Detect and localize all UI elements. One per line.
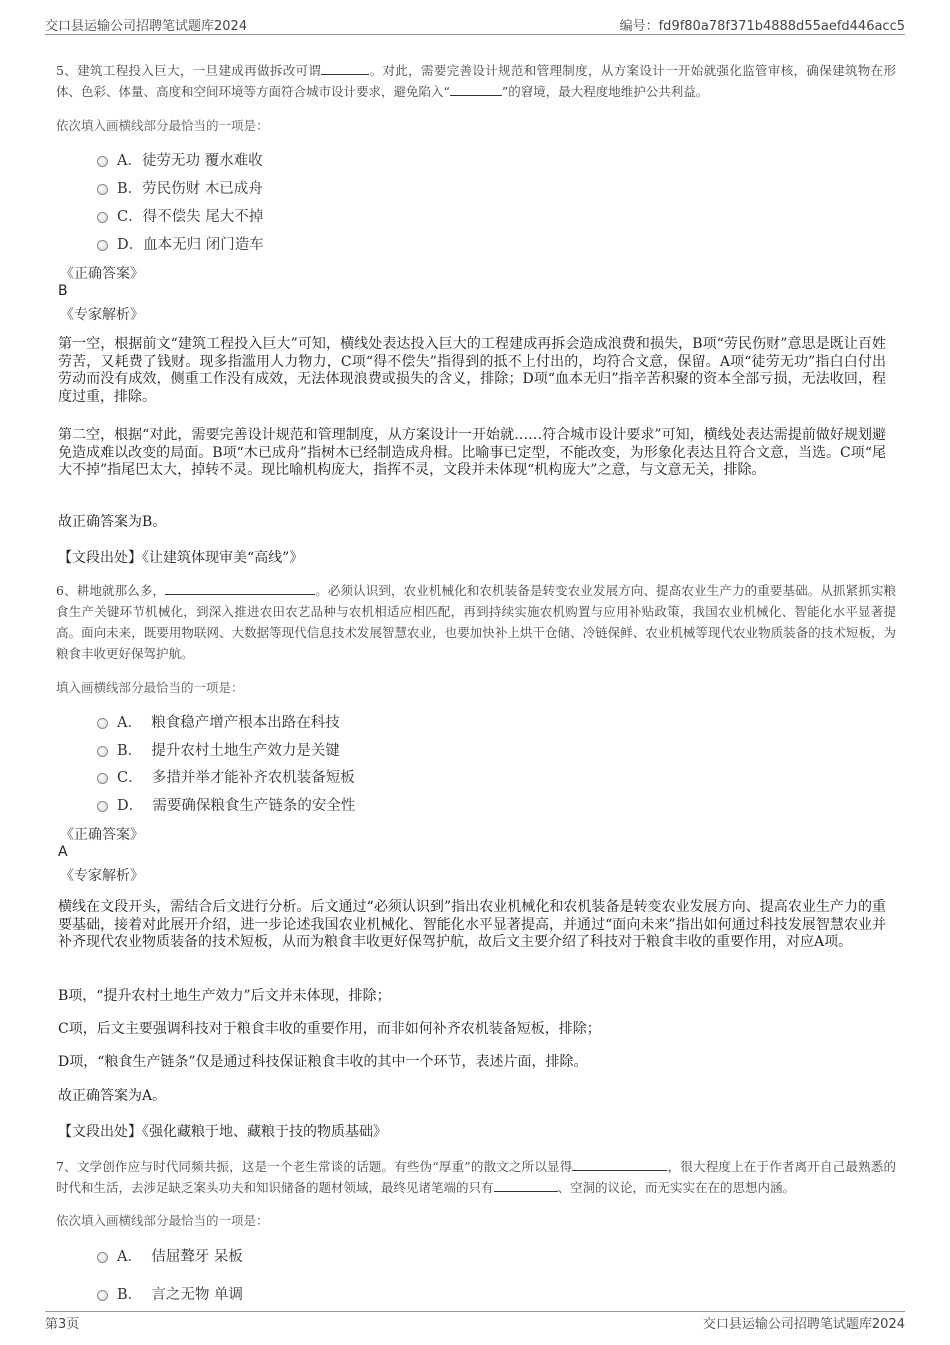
question-6-instruction: 填入画横线部分最恰当的一项是： xyxy=(56,680,244,695)
radio-icon[interactable] xyxy=(97,718,108,729)
document-code-label: 编号： xyxy=(619,19,659,34)
analysis-conclusion: 故正确答案为B。 xyxy=(58,514,167,530)
footer-divider xyxy=(45,1311,905,1312)
option-d[interactable]: D． 需要确保粮食生产链条的安全性 xyxy=(97,794,355,815)
page-number: 第3页 xyxy=(45,1317,80,1332)
expert-analysis-label: 《专家解析》 xyxy=(60,307,144,323)
question-5 xyxy=(56,60,896,102)
radio-icon[interactable] xyxy=(97,1252,108,1263)
text-source: 【文段出处】《让建筑体现审美“高线”》 xyxy=(58,550,304,566)
footer-title: 交口县运输公司招聘笔试题库2024 xyxy=(702,1317,905,1332)
question-6 xyxy=(56,580,896,664)
radio-icon[interactable] xyxy=(97,240,108,251)
radio-icon[interactable] xyxy=(97,212,108,223)
correct-answer: B xyxy=(58,283,68,299)
text-source: 【文段出处】《强化藏粮于地、藏粮于技的物质基础》 xyxy=(58,1124,387,1140)
option-d[interactable]: D．血本无归 闭门造车 xyxy=(97,233,264,254)
option-a[interactable]: A． 粮食稳产增产根本出路在科技 xyxy=(97,711,340,732)
option-b[interactable]: B． 提升农村土地生产效力是关键 xyxy=(97,739,340,760)
expert-analysis-label: 《专家解析》 xyxy=(60,868,144,884)
blank-line xyxy=(572,1158,667,1171)
analysis-paragraph: C项，后文主要强调科技对于粮食丰收的重要作用，而非如何补齐农机装备短板，排除； xyxy=(58,1021,601,1037)
blank-line xyxy=(494,1179,558,1192)
question-7 xyxy=(56,1156,896,1198)
question-7-instruction: 依次填入画横线部分最恰当的一项是： xyxy=(56,1213,269,1228)
radio-icon[interactable] xyxy=(97,156,108,167)
header-title: 交口县运输公司招聘笔试题库2024 xyxy=(45,19,248,34)
radio-icon[interactable] xyxy=(97,773,108,784)
analysis-paragraph: 第一空，根据前文“建筑工程投入巨大”可知，横线处表达投入巨大的工程建成再拆会造成浪费和损失，B项“劳民伤财”意思是既让百姓劳苦，又耗费了钱财。现多指滥用人力物力，C项“得不偿失”指得到的抵不上付出的，均符合文意，保留。A项“徒劳无功”指白白付出劳动而没有成效，侧重工作没有成效，无法体现浪费或损失的含义，排除；D项“血本无归”指辛苦积聚的资本全部亏损，无法收回，程度过重，排除。 xyxy=(58,336,886,405)
correct-answer-label: 《正确答案》 xyxy=(60,266,144,282)
radio-icon[interactable] xyxy=(97,746,108,757)
question-5-instruction: 依次填入画横线部分最恰当的一项是： xyxy=(56,118,269,133)
radio-icon[interactable] xyxy=(97,184,108,195)
correct-answer: A xyxy=(58,844,68,860)
option-b[interactable]: B． 言之无物 单调 xyxy=(97,1283,243,1304)
question-7-text: 7、文学创作应与时代同频共振，这是一个老生常谈的话题。有些伪“厚重”的散文之所以显得 ，很大程度上在于作者离开自己最熟悉的时代和生活，去涉足缺乏案头功夫和知识储备的题材领域，最终见诸笔端的只有 、空洞的议论，而无实实在在的思想内涵。 xyxy=(56,1159,896,1195)
option-b[interactable]: B．劳民伤财 木已成舟 xyxy=(97,177,263,198)
analysis-paragraph: 第二空，根据“对此，需要完善设计规范和管理制度，从方案设计一开始就……符合城市设计要求”可知，横线处表达需提前做好规划避免造成难以改变的局面。B项“木已成舟”指树木已经制造成舟楫。比喻事已定型，不能改变，为形象化表达且符合文意，当选。C项“尾大不掉”指尾巴太大，掉转不灵。现比喻机构庞大，指挥不灵，文段并未体现“机构庞大”之意，与文意无关，排除。 xyxy=(58,427,886,478)
option-a[interactable]: A． 佶屈聱牙 呆板 xyxy=(97,1245,243,1266)
radio-icon[interactable] xyxy=(97,801,108,812)
blank-line xyxy=(321,62,369,75)
analysis-paragraph: B项，“提升农村土地生产效力”后文并未体现，排除； xyxy=(58,988,391,1004)
analysis-paragraph: 横线在文段开头，需结合后文进行分析。后文通过“必须认识到”指出农业机械化和农机装备是转变农业发展方向、提高农业生产力的重要基础，接着对此展开介绍，进一步论述我国农业机械化、智能化水平显著提高，并通过“面向未来”指出如何通过科技发展智慧农业并补齐现代农业物质装备的技术短板，从而为粮食丰收更好保驾护航，故后文主要介绍了科技对于粮食丰收的重要作用，对应A项。 xyxy=(58,899,886,950)
blank-line xyxy=(165,582,315,595)
option-c[interactable]: C． 多措并举才能补齐农机装备短板 xyxy=(97,766,355,787)
analysis-paragraph: D项，“粮食生产链条”仅是通过科技保证粮食丰收的其中一个环节，表述片面，排除。 xyxy=(58,1054,588,1070)
question-6-text: 6、耕地就那么多， 。必须认识到，农业机械化和农机装备是转变农业发展方向、提高农业生产力的重要基础。从抓紧抓实粮食生产关键环节机械化，到深入推进农田农艺品种与农机相适应相匹配，再到持续实施农机购置与应用补贴政策，我国农业机械化、智能化水平显著提高。面向未来，既要用物联网、大数据等现代信息技术发展智慧农业，也要加快补上烘干仓储、冷链保鲜、农业机械等现代农业物质装备的技术短板，为粮食丰收更好保驾护航。 xyxy=(56,583,896,661)
correct-answer-label: 《正确答案》 xyxy=(60,827,144,843)
analysis-conclusion: 故正确答案为A。 xyxy=(58,1088,167,1104)
option-c[interactable]: C．得不偿失 尾大不掉 xyxy=(97,205,263,226)
header-divider xyxy=(45,34,905,35)
radio-icon[interactable] xyxy=(97,1290,108,1301)
blank-line xyxy=(450,83,502,96)
document-code xyxy=(620,15,905,34)
document-code-value: fd9f80a78f371b4888d55aefd446acc5 xyxy=(658,19,905,34)
question-5-text: 5、建筑工程投入巨大，一旦建成再做拆改可谓 。对此，需要完善设计规范和管理制度，从方案设计一开始就强化监管审核，确保建筑物在形体、色彩、体量、高度和空间环境等方面符合城市设计要求，避免陷入“ ”的窘境，最大程度地维护公共利益。 xyxy=(56,63,896,99)
option-a[interactable]: A．徒劳无功 覆水难收 xyxy=(97,149,263,170)
